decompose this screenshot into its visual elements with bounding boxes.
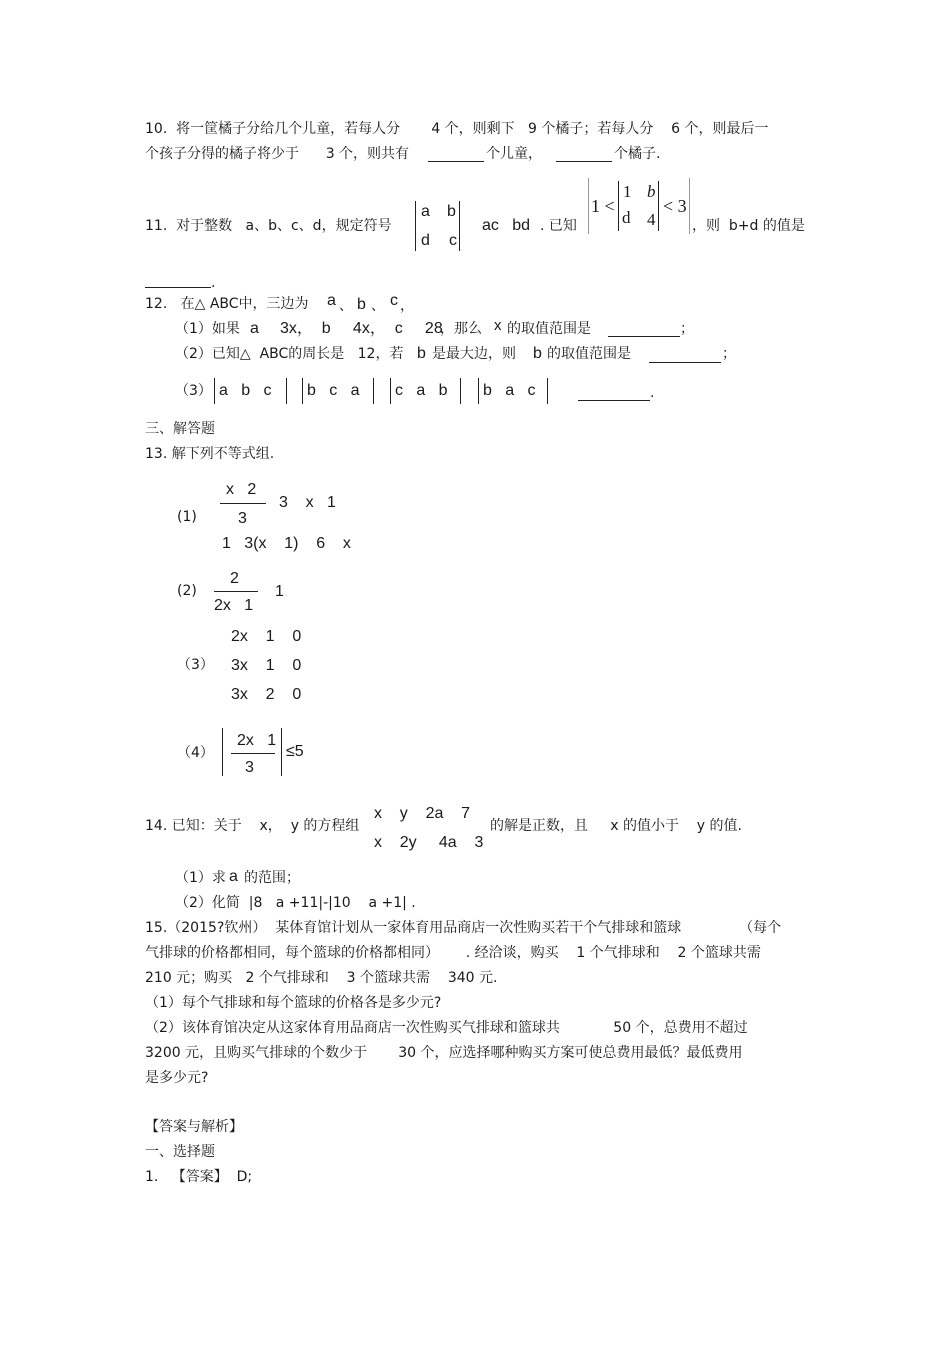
q12-sep2: 、 — [371, 298, 385, 314]
q11-image-right-edge — [689, 178, 690, 234]
q12-a: a — [327, 292, 336, 309]
q12-p1-label: （1）如果 — [175, 321, 240, 337]
q12-p3-label: （3） — [175, 383, 212, 399]
section-3-heading: 三、解答题 — [145, 421, 215, 437]
q12-head: 12. 在△ ABC中，三边为 — [145, 296, 309, 312]
q13-s4-num: 2x 1 — [237, 732, 277, 749]
q12-abs4-left — [478, 378, 479, 404]
q12-p1-range: 的取值范围是 — [507, 321, 591, 337]
answers-title: 【答案与解析】 — [145, 1119, 243, 1135]
q12-p3-blank — [578, 400, 650, 401]
q13-s1-fraction-bar — [220, 503, 266, 504]
q15-line2: 气排球的价格都相同，每个篮球的价格都相同） . 经洽谈，购买 1 个气排球和 2 个篮球共需 — [145, 945, 761, 961]
q13-s3-line2: 3x 1 0 — [231, 657, 302, 674]
q13-s4-fraction-bar — [231, 753, 275, 754]
q13-s1-line2: 1 3(x 1) 6 x — [222, 535, 351, 552]
q11-blank — [145, 287, 211, 288]
q11-image-lt3: < 3 — [663, 196, 687, 216]
q14-eq1: x y 2a 7 — [374, 805, 471, 822]
q11-image-one-lt: 1 < — [591, 196, 615, 216]
q10-end: 个橘子. — [614, 146, 661, 162]
q12-abs3-left — [390, 378, 391, 404]
q12-p2-label: （2）已知△ ABC的周长是 12，若 — [175, 346, 404, 362]
q12-abs2: b c a — [307, 382, 360, 399]
q11-image-1: 1 — [623, 182, 632, 201]
q14-tail: 的解是正数，且 x 的值小于 y 的值. — [490, 818, 742, 834]
q12-p3-end: . — [650, 385, 655, 401]
q11-image-4: 4 — [647, 210, 656, 229]
q13-s4-abs-right — [281, 728, 282, 776]
q15-line3: 210 元；购买 2 个气排球和 3 个篮球共需 340 元. — [145, 970, 498, 986]
q11-image-left-edge — [588, 178, 589, 234]
q12-c: c — [390, 292, 398, 309]
q12-abs4: b a c — [483, 382, 536, 399]
q13-s3-line1: 2x 1 0 — [231, 628, 302, 645]
q10-blank-children — [428, 161, 484, 162]
q15-line5: （2）该体育馆决定从这家体育用品商店一次性购买气排球和篮球共 50 个，总费用不超过 — [145, 1020, 748, 1036]
q13-s4-abs-left — [222, 728, 223, 776]
q12-b: b — [357, 296, 366, 313]
q12-p1-x: x — [494, 317, 502, 334]
q10-line1: 10. 将一筐橘子分给几个儿童，若每人分 4 个，则剩下 9 个橘子；若每人分 6 个，则最后一 — [145, 121, 769, 137]
q12-abs4-right — [547, 378, 548, 404]
q10-line2: 个孩子分得的橘子将少于 3 个，则共有 — [145, 146, 410, 162]
q12-p1-blank — [608, 336, 680, 337]
q12-abs2-right — [373, 378, 374, 404]
q12-abs1: a b c — [219, 382, 272, 399]
answer-1: 1. 【答案】 D; — [145, 1169, 253, 1185]
q13-s1-num: x 2 — [226, 481, 257, 498]
q13-s2-den: 2x 1 — [214, 597, 254, 614]
q11-suffix: ，则 b+d 的值是 — [692, 218, 805, 234]
q13-s1-brace: { — [196, 485, 235, 555]
q13-s1-label: (1) — [177, 509, 197, 525]
q11-known: . 已知 — [540, 218, 577, 234]
q13-s2-label: (2) — [177, 583, 197, 599]
q13-s4-rest: ≤5 — [286, 743, 304, 760]
q15-line7: 是多少元? — [145, 1070, 209, 1086]
q12-p2-range: 的取值范围是 — [547, 346, 631, 362]
q14-p1-text: 的范围； — [244, 870, 300, 886]
q12-p1-text: ，那么 — [440, 321, 482, 337]
q14-p1-a: a — [229, 868, 238, 885]
q10-mid: 个儿童， — [486, 146, 542, 162]
q11-det-c: c — [449, 232, 457, 249]
q14-eq2: x 2y 4a 3 — [374, 834, 484, 851]
q11-det-d: d — [421, 232, 430, 249]
q11-rhs: ac bd — [482, 217, 531, 234]
q12-abs1-left — [214, 378, 215, 404]
q12-p1-a: a — [250, 320, 259, 337]
q11-prefix: 11. 对于整数 a、b、c、d，规定符号 — [145, 218, 392, 234]
q11-end: . — [211, 275, 216, 291]
q15-line1: 15.（2015?钦州） 某体育馆计划从一家体育用品商店一次性购买若干个气排球和篮球 （每个 — [145, 920, 782, 936]
q12-p1-end: ； — [680, 321, 694, 337]
q11-image-b: b — [647, 182, 656, 201]
q12-p1-exp: 3x， b 4x， c 28 — [280, 320, 443, 337]
q13-s3-label: （3） — [177, 657, 214, 673]
q12-p2-b2: b — [533, 345, 542, 362]
q13-s2-fraction-bar — [214, 591, 258, 592]
answers-section-1: 一、选择题 — [145, 1144, 215, 1160]
q12-p2-blank — [649, 362, 721, 363]
q13-s1-rest: 3 x 1 — [279, 494, 336, 511]
q12-abs2-left — [302, 378, 303, 404]
q12-sep1: 、 — [339, 298, 353, 314]
q12-comma: ， — [400, 298, 414, 314]
q15-line6: 3200 元，且购买气排球的个数少于 30 个，应选择哪种购买方案可使总费用最低？最低费用 — [145, 1045, 743, 1061]
q12-p2-b: b — [417, 345, 426, 362]
q12-p2-text: 是最大边，则 — [432, 346, 516, 362]
q11-det-b: b — [447, 203, 456, 220]
q13-s2-rest: 1 — [275, 583, 284, 600]
q14-p2-text: （2）化简 |8 a +11|-|10 a +1| . — [175, 895, 416, 911]
q10-blank-oranges — [556, 161, 612, 162]
q14-p1-label: （1）求 — [175, 870, 226, 886]
q13-s4-den: 3 — [245, 759, 254, 776]
q11-image-det-left-bar — [618, 181, 619, 231]
q13-s4-label: （4） — [177, 745, 214, 761]
q13-s2-num: 2 — [230, 570, 239, 587]
q12-abs3-right — [460, 378, 461, 404]
q11-det-a: a — [421, 203, 430, 220]
q13-head: 13. 解下列不等式组. — [145, 446, 275, 462]
q12-p2-end: ； — [722, 346, 736, 362]
q14-head: 14. 已知：关于 x， y 的方程组 — [145, 818, 360, 834]
q11-det-right-bar — [459, 201, 460, 251]
q11-image-d: d — [622, 208, 631, 227]
q15-line4: （1）每个气排球和每个篮球的价格各是多少元? — [145, 995, 442, 1011]
q11-image-det-right-bar — [658, 181, 659, 231]
q13-s3-line3: 3x 2 0 — [231, 686, 302, 703]
q12-abs1-right — [286, 378, 287, 404]
q13-s1-den: 3 — [238, 510, 247, 527]
q12-abs3: c a b — [395, 382, 448, 399]
q11-det-left-bar — [415, 201, 416, 251]
